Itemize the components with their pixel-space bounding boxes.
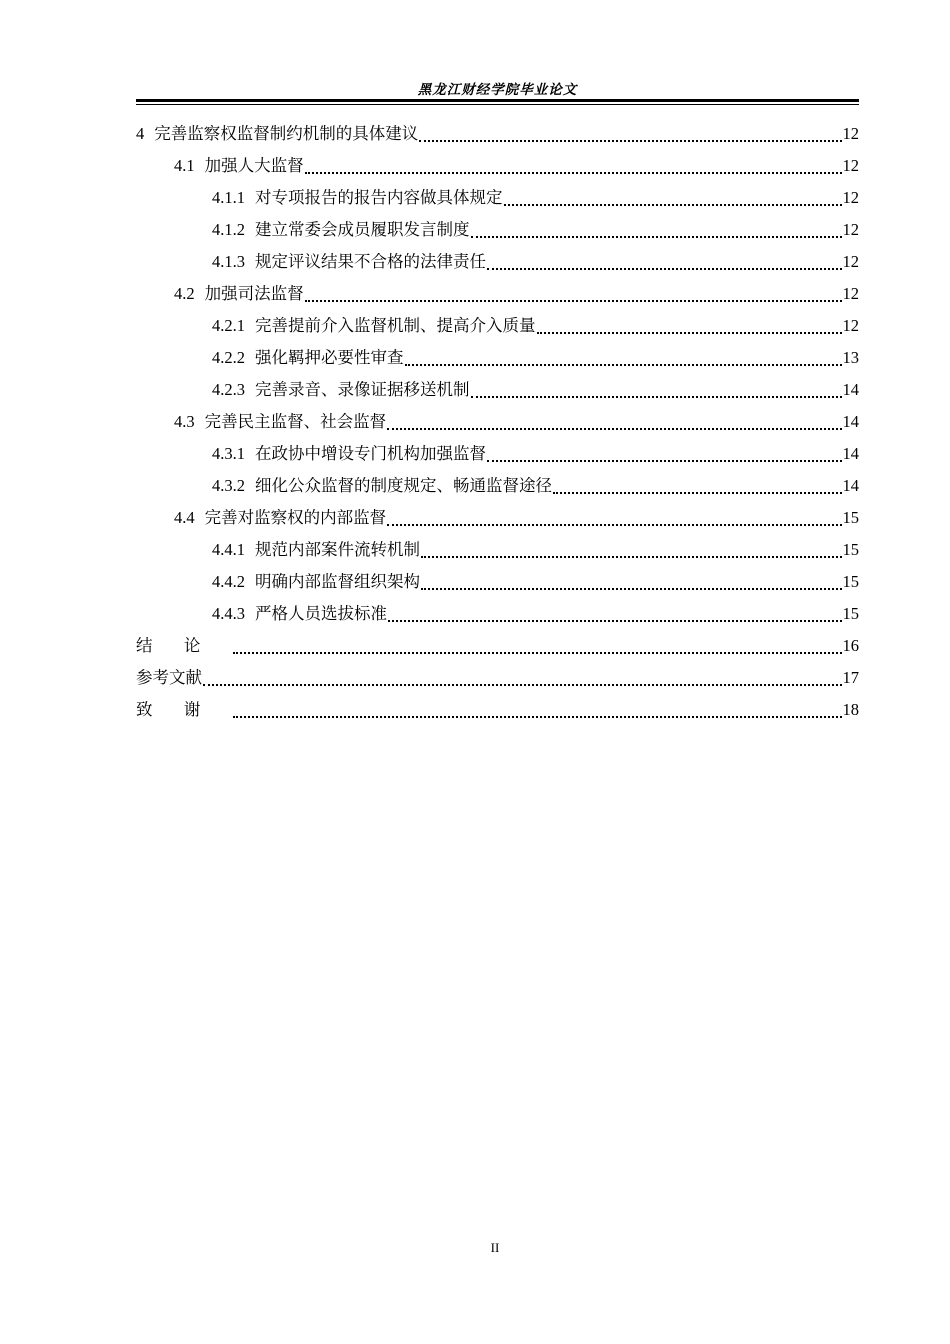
toc-entry-page: 12 bbox=[842, 220, 859, 239]
toc-entry[interactable] bbox=[136, 502, 859, 534]
toc-entry-number: 4.4.1 bbox=[212, 540, 245, 559]
toc-dot-leader bbox=[388, 620, 842, 622]
toc-entry-number: 4.2.1 bbox=[212, 316, 245, 335]
toc-dot-leader bbox=[305, 172, 842, 174]
toc-entry[interactable] bbox=[136, 374, 859, 406]
toc-dot-leader bbox=[233, 652, 842, 654]
toc-entry-title: 结论 bbox=[136, 636, 232, 655]
toc-dot-leader bbox=[537, 332, 842, 334]
toc-entry-title: 完善对监察权的内部监督 bbox=[204, 508, 387, 527]
toc-entry-number: 4.2 bbox=[174, 284, 195, 303]
running-header-title: 黑龙江财经学院毕业论文 bbox=[417, 82, 578, 98]
toc-entry-title: 加强司法监督 bbox=[204, 284, 304, 303]
toc-entry-number: 4.2.2 bbox=[212, 348, 245, 367]
toc-entry-page: 12 bbox=[842, 316, 859, 335]
toc-entry[interactable] bbox=[136, 534, 859, 566]
toc-dot-leader bbox=[387, 428, 841, 430]
toc-entry-title: 规定评议结果不合格的法律责任 bbox=[255, 252, 486, 271]
toc-entry-number: 4.3 bbox=[174, 412, 195, 431]
toc-dot-leader bbox=[553, 492, 842, 494]
toc-entry-number: 4.1 bbox=[174, 156, 195, 175]
toc-dot-leader bbox=[421, 588, 842, 590]
toc-entry[interactable] bbox=[136, 598, 859, 630]
toc-entry[interactable] bbox=[136, 214, 859, 246]
toc-dot-leader bbox=[504, 204, 842, 206]
toc-entry-number: 4.4.2 bbox=[212, 572, 245, 591]
toc-entry-page: 15 bbox=[842, 508, 859, 527]
toc-entry[interactable] bbox=[136, 246, 859, 278]
toc-entry[interactable] bbox=[136, 118, 859, 150]
toc-entry-number: 4.1.1 bbox=[212, 188, 245, 207]
toc-entry-title: 致谢 bbox=[136, 700, 232, 719]
toc-entry-title: 完善民主监督、社会监督 bbox=[204, 412, 387, 431]
toc-dot-leader bbox=[405, 364, 842, 366]
toc-entry[interactable] bbox=[136, 150, 859, 182]
toc-dot-leader bbox=[487, 268, 842, 270]
toc-entry-page: 17 bbox=[842, 668, 859, 687]
header-rule-thick bbox=[136, 99, 859, 102]
toc-entry-title: 严格人员选拔标准 bbox=[255, 604, 387, 623]
toc-entry-title: 完善监察权监督制约机制的具体建议 bbox=[154, 124, 419, 143]
table-of-contents bbox=[136, 118, 859, 726]
toc-entry-title: 明确内部监督组织架构 bbox=[255, 572, 420, 591]
toc-dot-leader bbox=[487, 460, 842, 462]
toc-entry-page: 18 bbox=[842, 700, 859, 719]
toc-entry-page: 12 bbox=[842, 284, 859, 303]
toc-entry[interactable] bbox=[136, 342, 859, 374]
toc-entry-title: 在政协中增设专门机构加强监督 bbox=[255, 444, 486, 463]
toc-entry-title: 对专项报告的报告内容做具体规定 bbox=[255, 188, 503, 207]
toc-entry-page: 15 bbox=[842, 540, 859, 559]
toc-entry-title: 参考文献 bbox=[136, 668, 202, 687]
toc-entry[interactable] bbox=[136, 310, 859, 342]
toc-entry-page: 14 bbox=[842, 380, 859, 399]
toc-dot-leader bbox=[203, 684, 842, 686]
toc-entry[interactable] bbox=[136, 278, 859, 310]
toc-entry-page: 15 bbox=[842, 572, 859, 591]
header-rule-thin bbox=[136, 104, 859, 105]
toc-entry-number: 4 bbox=[136, 124, 145, 143]
toc-entry-title: 建立常委会成员履职发言制度 bbox=[255, 220, 470, 239]
toc-entry-number: 4.2.3 bbox=[212, 380, 245, 399]
page-number: II bbox=[490, 1240, 500, 1255]
toc-dot-leader bbox=[471, 236, 842, 238]
toc-entry-number: 4.1.3 bbox=[212, 252, 245, 271]
toc-entry-page: 14 bbox=[842, 444, 859, 463]
toc-entry-page: 12 bbox=[842, 156, 859, 175]
toc-entry-page: 12 bbox=[842, 124, 859, 143]
toc-dot-leader bbox=[421, 556, 842, 558]
toc-entry-page: 12 bbox=[842, 252, 859, 271]
toc-dot-leader bbox=[233, 716, 842, 718]
toc-entry[interactable] bbox=[136, 182, 859, 214]
toc-entry-page: 14 bbox=[842, 476, 859, 495]
toc-entry-number: 4.4.3 bbox=[212, 604, 245, 623]
toc-entry-number: 4.4 bbox=[174, 508, 195, 527]
toc-entry[interactable] bbox=[136, 438, 859, 470]
toc-entry-number: 4.3.2 bbox=[212, 476, 245, 495]
toc-entry-title: 细化公众监督的制度规定、畅通监督途径 bbox=[255, 476, 552, 495]
toc-entry[interactable] bbox=[136, 470, 859, 502]
toc-entry-title: 加强人大监督 bbox=[204, 156, 304, 175]
toc-entry-page: 13 bbox=[842, 348, 859, 367]
toc-entry-page: 12 bbox=[842, 188, 859, 207]
toc-entry-number: 4.3.1 bbox=[212, 444, 245, 463]
toc-entry-title: 完善录音、录像证据移送机制 bbox=[255, 380, 470, 399]
toc-entry-number: 4.1.2 bbox=[212, 220, 245, 239]
toc-entry[interactable] bbox=[136, 630, 859, 662]
toc-entry-page: 14 bbox=[842, 412, 859, 431]
toc-entry-page: 16 bbox=[842, 636, 859, 655]
toc-entry[interactable] bbox=[136, 566, 859, 598]
toc-dot-leader bbox=[387, 524, 841, 526]
toc-entry[interactable] bbox=[136, 694, 859, 726]
toc-entry[interactable] bbox=[136, 662, 859, 694]
toc-dot-leader bbox=[471, 396, 842, 398]
toc-dot-leader bbox=[305, 300, 842, 302]
toc-dot-leader bbox=[419, 140, 841, 142]
toc-entry-title: 规范内部案件流转机制 bbox=[255, 540, 420, 559]
toc-entry-title: 完善提前介入监督机制、提高介入质量 bbox=[255, 316, 536, 335]
toc-entry-page: 15 bbox=[842, 604, 859, 623]
toc-entry-title: 强化羁押必要性审查 bbox=[255, 348, 404, 367]
toc-entry[interactable] bbox=[136, 406, 859, 438]
